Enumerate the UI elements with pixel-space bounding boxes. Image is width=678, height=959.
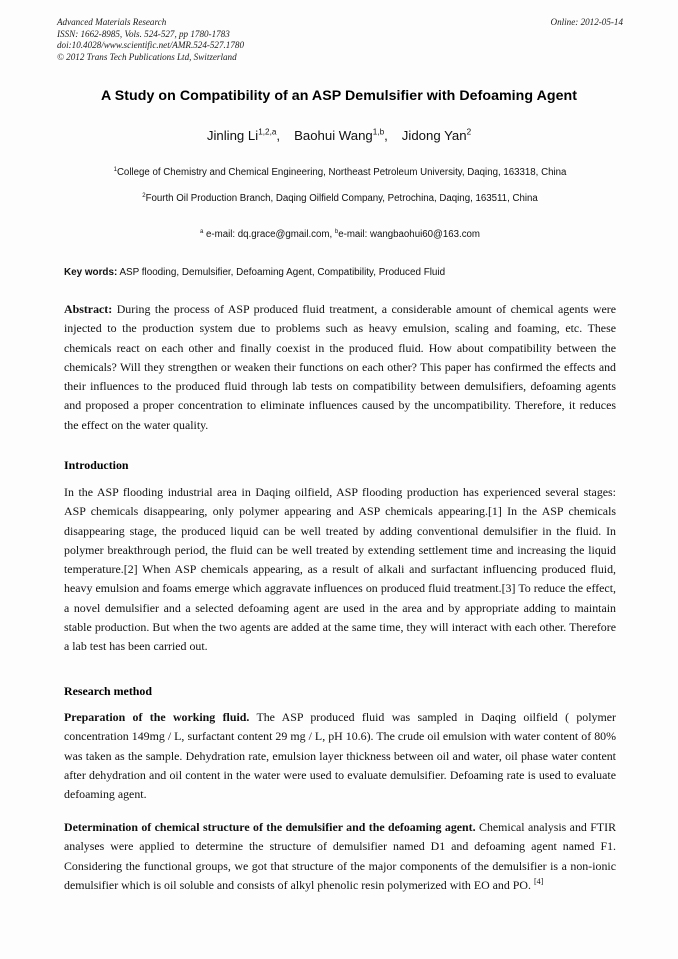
email-b: e-mail: wangbaohui60@163.com xyxy=(338,229,480,240)
online-date: Online: 2012-05-14 xyxy=(550,17,623,27)
section-heading-introduction: Introduction xyxy=(64,458,129,472)
reference-marker: [4] xyxy=(533,876,544,886)
preparation-lead: Preparation of the working fluid. xyxy=(64,710,250,724)
affiliation-marker: 2 xyxy=(142,192,146,199)
affiliation-item xyxy=(57,165,623,182)
email-a: e-mail: dq.grace@gmail.com, xyxy=(206,229,333,240)
journal-header-left xyxy=(57,17,457,63)
journal-copyright-line: © 2012 Trans Tech Publications Ltd, Switzerland xyxy=(57,51,237,62)
determination-text: Chemical analysis and FTIR analyses were applied to determine the structure of demulsifier named D1 and defoaming agent named F1. Considering the functional groups, we got that structure of the major components of the demulsifier is a non-ionic demulsifier which is oil soluble and consists of alkyl phenolic resin polymerized with EO and PO. xyxy=(64,820,616,892)
author-name: Jinling Li xyxy=(206,128,259,143)
introduction-paragraph: In the ASP flooding industrial area in Daqing oilfield, ASP flooding production has experienced several stages: ASP chemicals disappearing, only polymer appearing and ASP chemicals appearing.[1] In the ASP chemicals disappearing stage, the produced liquid can be well treated by adding conventional demulsifier in the fluid. In polymer breakthrough period, the fluid can be well treated by extending settlement time and increasing the liquid temperature.[2] When ASP chemicals appearing, as a result of alkali and surfactant influencing produced fluid, heavy emulsion and foams emerge which aggravate influences on produced fluid treatment.[3] To reduce the effect, a novel demulsifier and a selected defoaming agent are used in the area and by appropriate adding to maintain stable production. But when the two agents are added at the same time, they will interact with each other. Therefore a lab test has been carried out. xyxy=(64,485,616,654)
author-separator: , xyxy=(276,128,281,143)
author-list xyxy=(0,128,678,143)
affiliation-text: College of Chemistry and Chemical Engineering, Northeast Petroleum University, Daqing, 163318, China xyxy=(116,167,567,178)
determination-lead: Determination of chemical structure of the demulsifier and the defoaming agent. xyxy=(64,820,476,834)
email-marker-a: a xyxy=(199,228,204,235)
author-entry xyxy=(402,128,471,143)
affiliation-marker: 1 xyxy=(113,166,117,173)
affiliation-item xyxy=(57,191,623,208)
author-separator: , xyxy=(384,128,388,143)
email-marker-b: b xyxy=(334,228,339,235)
author-emails xyxy=(57,229,623,240)
preparation-paragraph xyxy=(64,708,616,804)
affiliation-list xyxy=(57,165,623,207)
keywords-value: ASP flooding, Demulsifier, Defoaming Agent, Compatibility, Produced Fluid xyxy=(119,267,446,278)
journal-name: Advanced Materials Research xyxy=(57,17,167,27)
author-entry xyxy=(294,128,388,143)
author-affil-marker: 1,b xyxy=(372,127,385,137)
affiliation-text: Fourth Oil Production Branch, Daqing Oilfield Company, Petrochina, Daqing, 163511, China xyxy=(145,192,538,204)
journal-issn-line: ISSN: 1662-8985, Vols. 524-527, pp 1780-1783 xyxy=(57,28,230,39)
journal-header xyxy=(57,17,623,63)
preparation-text: The ASP produced fluid was sampled in Daqing oilfield ( polymer concentration 149mg / L, surfactant content 29 mg / L, pH 10.6). The crude oil emulsion with water content of 80% was taken as the sample. Dehydration rate, emulsion layer thickness between oil and water, oil phase water content after dehydration and oil content in the water were used to evaluate demulsifier. Defoaming rate is used to evaluate defoaming agent. xyxy=(64,710,616,802)
keywords-label: Key words: xyxy=(64,267,118,278)
author-entry xyxy=(207,128,280,143)
abstract-text: During the process of ASP produced fluid treatment, a considerable amount of chemical agents were injected to the production system due to problems such as heavy emulsion, scaling and foaming, etc. These chemicals react on each other and finally coexist in the produced fluid. How about compatibility between the chemicals? Will they strengthen or weaken their functions on each other? This paper has confirmed the effects and their influences to the produced fluid through lab tests on compatibility between demulsifiers, defoaming agents and proposed a proper concentration to eliminate influences caused by the uncompatibility. Therefore, it reduces the effect on the water quality. xyxy=(64,302,616,432)
author-name: Baohui Wang xyxy=(294,128,373,143)
section-heading-research-method: Research method xyxy=(64,684,152,698)
abstract-paragraph xyxy=(64,300,616,435)
page-title: A Study on Compatibility of an ASP Demulsifier with Defoaming Agent xyxy=(100,88,578,104)
author-name: Jidong Yan xyxy=(401,128,467,143)
journal-doi-line: doi:10.4028/www.scientific.net/AMR.524-527.1780 xyxy=(57,40,244,51)
author-affil-marker: 2 xyxy=(466,127,472,137)
author-affil-marker: 1,2,a xyxy=(258,127,277,137)
determination-paragraph xyxy=(64,818,616,895)
keywords-line xyxy=(64,267,616,278)
abstract-label: Abstract: xyxy=(64,302,113,316)
